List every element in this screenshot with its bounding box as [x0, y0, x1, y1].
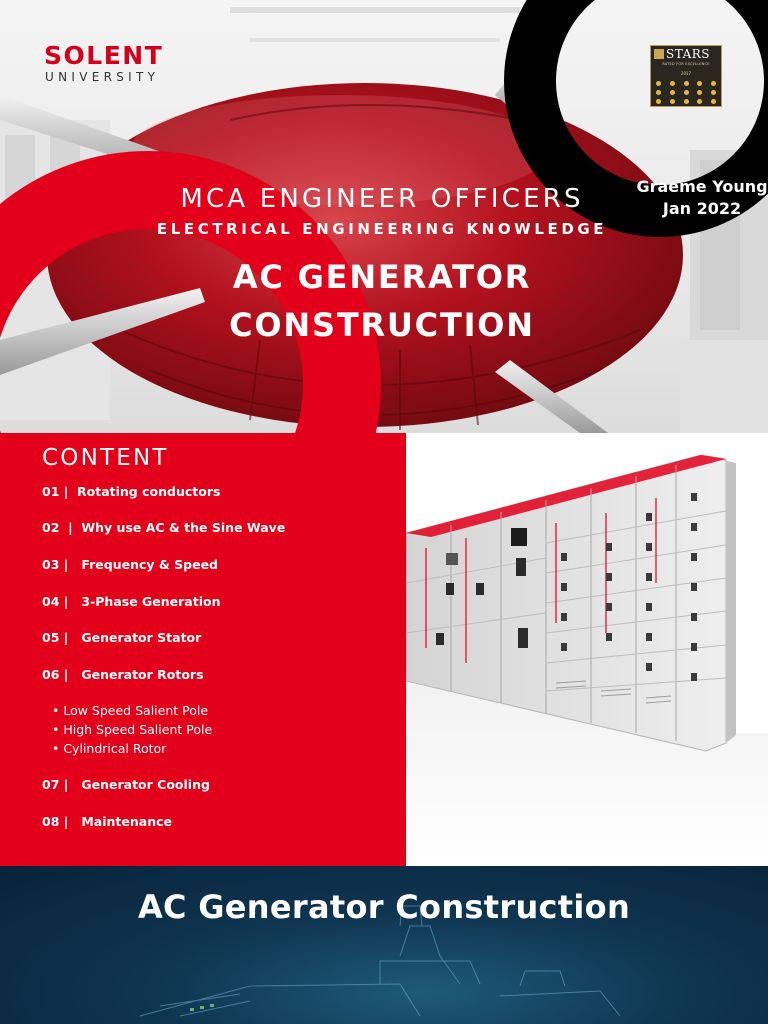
contents-heading: CONTENT — [42, 445, 169, 471]
toc-subitem-high-speed: • High Speed Salient Pole — [52, 722, 213, 737]
toc-item-why-use-ac: 02 | Why use AC & the Sine Wave — [42, 520, 286, 535]
stars-row — [656, 81, 716, 87]
toc-subitem-cylindrical: • Cylindrical Rotor — [52, 741, 167, 756]
hero-line-engineer-officers: MCA ENGINEER OFFICERS — [180, 184, 584, 214]
switchboard-illustration — [406, 433, 768, 866]
stars-badge-year: 2017 — [680, 71, 692, 76]
footer-banner — [0, 866, 768, 1024]
toc-item-frequency-speed: 03 | Frequency & Speed — [42, 557, 218, 572]
toc-item-rotating-conductors: 01 | Rotating conductors — [42, 484, 221, 499]
stars-rating-badge — [650, 45, 722, 107]
logo-wordmark: SOLENT — [44, 41, 164, 70]
stars-row — [656, 90, 716, 96]
hero-title-line2: CONSTRUCTION — [229, 306, 535, 344]
stars-badge-subtitle: RATED FOR EXCELLENCE — [662, 62, 710, 66]
hero-title-line1: AC GENERATOR — [232, 258, 532, 296]
author-name: Graeme Young — [636, 177, 768, 196]
hero-line-electrical-knowledge: ELECTRICAL ENGINEERING KNOWLEDGE — [156, 220, 608, 238]
toc-item-3-phase: 04 | 3-Phase Generation — [42, 594, 221, 609]
toc-item-maintenance: 08 | Maintenance — [42, 814, 172, 829]
solent-university-logo — [44, 42, 163, 84]
toc-subitem-low-speed: • Low Speed Salient Pole — [52, 703, 209, 718]
author-date: Jan 2022 — [662, 199, 742, 218]
hero-banner — [0, 0, 768, 433]
toc-item-generator-rotors: 06 | Generator Rotors — [42, 667, 204, 682]
toc-item-generator-stator: 05 | Generator Stator — [42, 630, 202, 645]
stars-badge-icon — [654, 49, 664, 59]
footer-title: AC Generator Construction — [137, 888, 631, 926]
toc-item-generator-cooling: 07 | Generator Cooling — [42, 777, 210, 792]
contents-panel — [0, 433, 406, 866]
stars-row — [656, 99, 716, 105]
stars-badge-title: STARS — [666, 47, 710, 61]
switchboard-image — [406, 433, 768, 866]
logo-subtitle: UNIVERSITY — [45, 70, 160, 84]
